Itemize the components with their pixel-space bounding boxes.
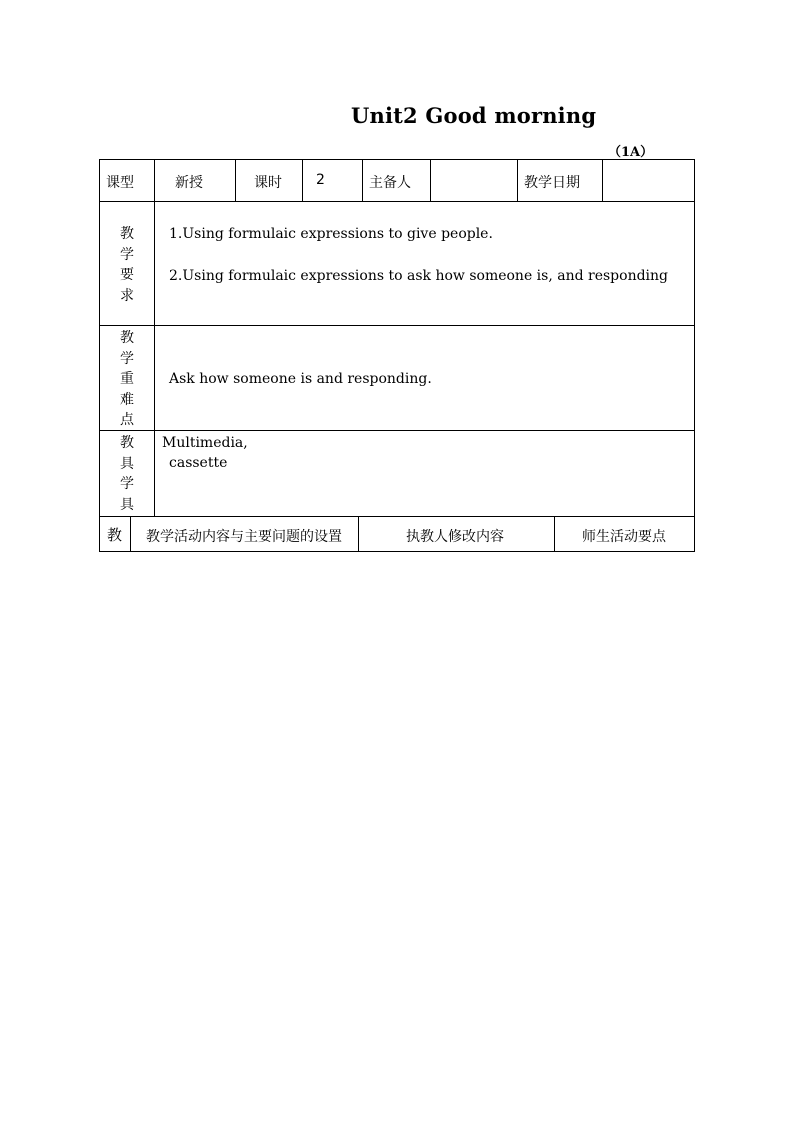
col-divider	[430, 159, 431, 202]
page-title: Unit2 Good morning	[351, 103, 597, 128]
lesson-plan-table	[99, 159, 695, 552]
requirement-item: 1.Using formulaic expressions to give people.	[169, 226, 493, 242]
col-divider	[602, 159, 603, 202]
key-points-label: 教 学 重 难 点	[120, 330, 134, 428]
process-col-revisions: 执教人修改内容	[406, 529, 504, 545]
col-divider	[517, 159, 518, 202]
requirement-item: 2.Using formulaic expressions to ask how someone is, and responding	[169, 268, 669, 284]
process-col-activities: 教学活动内容与主要问题的设置	[146, 529, 342, 545]
col-divider	[302, 159, 303, 202]
col-divider	[154, 201, 155, 517]
lesson-type-label: 课型	[106, 175, 134, 191]
aids-line-2: cassette	[169, 455, 228, 471]
aids-label: 教 具 学 具	[120, 435, 134, 513]
col-divider	[554, 516, 555, 552]
row-divider	[99, 325, 695, 326]
process-col-key-points: 师生活动要点	[582, 529, 666, 545]
date-label: 教学日期	[524, 175, 580, 191]
col-divider	[154, 159, 155, 202]
aids-line-1: Multimedia,	[162, 435, 248, 451]
process-label: 教	[107, 526, 123, 544]
col-divider	[130, 516, 131, 552]
requirements-label: 教 学 要 求	[120, 226, 134, 304]
period-label: 课时	[254, 175, 282, 191]
grade-label: （1A）	[608, 145, 654, 160]
row-divider	[99, 516, 695, 517]
row-divider	[99, 201, 695, 202]
key-points-text: Ask how someone is and responding.	[169, 371, 432, 387]
lesson-type-value: 新授	[175, 175, 203, 191]
col-divider	[235, 159, 236, 202]
col-divider	[358, 516, 359, 552]
col-divider	[362, 159, 363, 202]
period-value: 2	[316, 172, 325, 188]
row-divider	[99, 430, 695, 431]
preparer-label: 主备人	[369, 175, 411, 191]
